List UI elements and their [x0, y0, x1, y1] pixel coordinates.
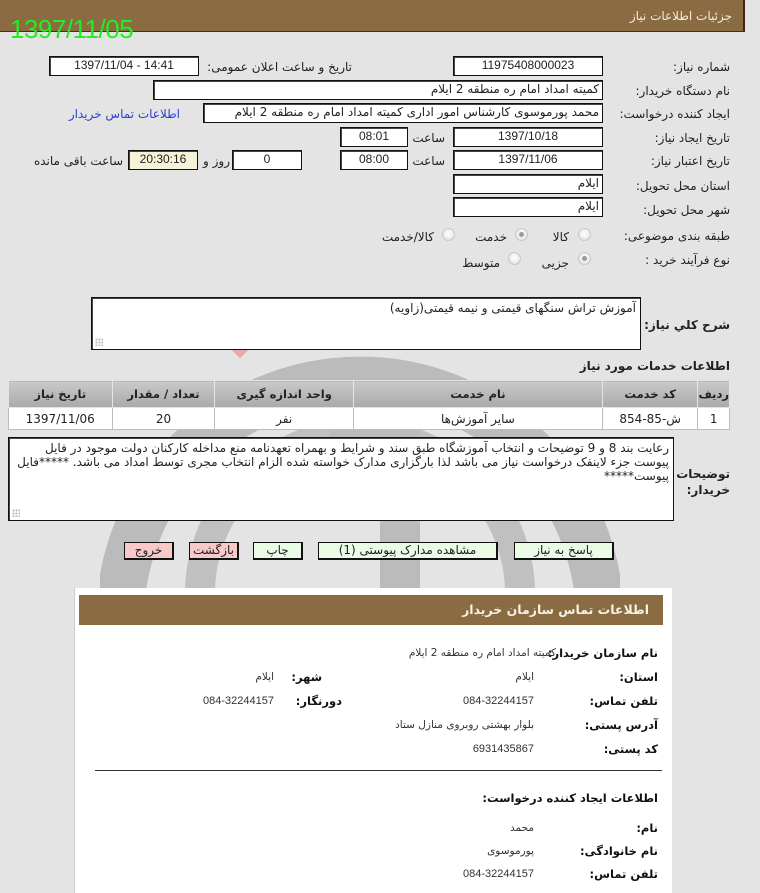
col-date: تاریخ نیاز [9, 381, 113, 408]
requester-phone-value: 084-32244157 [463, 868, 534, 880]
col-service-name: نام خدمت [353, 381, 602, 408]
announce-datetime-field: 1397/11/04 - 14:41 [49, 56, 199, 76]
stamp-date: 1397/11/05 [10, 14, 134, 44]
contact-panel-title: اطلاعات تماس سازمان خریدار [462, 602, 649, 617]
general-description-label: شرح کلي نياز: [644, 318, 730, 332]
view-attachments-button[interactable]: مشاهده مدارک پیوستی (1) [318, 542, 498, 560]
requester-phone-label: تلفن تماس: [589, 867, 658, 881]
delivery-province-label: استان محل تحویل: [635, 179, 730, 193]
province-value: ایلام [515, 671, 534, 683]
table-row [9, 408, 730, 430]
buyer-org-label: نام دستگاه خریدار: [635, 84, 730, 98]
buyer-contact-panel [74, 588, 672, 893]
created-time-field: 08:01 [340, 127, 408, 147]
announce-datetime-label: تاریخ و ساعت اعلان عمومی: [207, 60, 352, 74]
remaining-time-field: 20:30:16 [128, 150, 198, 170]
col-unit: واحد اندازه گیری [215, 381, 353, 408]
resize-grip-icon[interactable] [12, 509, 20, 517]
divider [95, 770, 662, 771]
page-title: جزئیات اطلاعات نیاز [629, 9, 732, 23]
purchase-type-radio-medium[interactable] [508, 252, 521, 265]
cell-service-name: سایر آموزش‌ها [353, 408, 602, 430]
category-radio-goods-service[interactable] [442, 228, 455, 241]
need-number-label: شماره نیاز: [673, 60, 730, 74]
requester-section-title: اطلاعات ایجاد کننده درخواست: [482, 791, 658, 805]
buyer-org-field: کمیته امداد امام ره منطقه 2 ایلام [153, 80, 603, 100]
purchase-type-option-minor: جزیی [541, 256, 569, 270]
general-description-text: آموزش تراش سنگهای قیمتی و نیمه قیمتی(زاویه) [389, 301, 636, 315]
services-table [8, 380, 730, 430]
general-description-textarea[interactable] [91, 297, 641, 350]
address-value: بلوار بهشتی روبروی منازل ستاد [395, 719, 534, 731]
phone-label: تلفن تماس: [589, 694, 658, 708]
last-name-label: نام خانوادگی: [580, 844, 658, 858]
col-index: ردیف [698, 381, 730, 408]
cell-service-code: ش-85-854 [602, 408, 698, 430]
delivery-city-label: شهر محل تحویل: [643, 203, 730, 217]
validity-date-label: تاریخ اعتبار نیاز: [650, 154, 730, 168]
org-name-label: نام سازمان خریدار: [547, 646, 658, 660]
buyer-notes-text: رعایت بند 8 و 9 توضیحات و انتخاب آموزشگاه طبق سند و شرایط و بهمراه تعهدنامه منع مداخله کارکنان دولت موجود در فایل پیوست جزء لاینفک درخواست نیاز می باشد لذا بارگزاری مدارک خواسته شده الزام انتخاب مجری توسط امداد می باشد. *****فایل پیوست***** [17, 441, 669, 483]
delivery-city-field: ایلام [453, 197, 603, 217]
fax-value: 084-32244157 [203, 695, 274, 707]
resize-grip-icon[interactable] [95, 338, 103, 346]
exit-button[interactable]: خروج [124, 542, 174, 560]
print-button[interactable]: چاپ [253, 542, 303, 560]
cell-date: 1397/11/06 [9, 408, 113, 430]
back-button[interactable]: بازگشت [189, 542, 239, 560]
category-label: طبقه بندی موضوعی: [623, 229, 730, 243]
first-name-label: نام: [636, 821, 658, 835]
remaining-days-label: روز و [203, 154, 230, 168]
cell-unit: نفر [215, 408, 353, 430]
category-option-service: خدمت [475, 230, 507, 244]
city-label: شهر: [291, 670, 322, 684]
contact-panel-header [79, 595, 663, 625]
buyer-notes-textarea[interactable] [8, 437, 674, 521]
col-service-code: کد خدمت [602, 381, 698, 408]
validity-time-field: 08:00 [340, 150, 408, 170]
buyer-notes-label: توضیحات خریدار: [676, 467, 730, 497]
city-value: ایلام [255, 671, 274, 683]
col-qty: تعداد / مقدار [112, 381, 215, 408]
need-number-field: 1197540800002​3 [453, 56, 603, 76]
created-date-field: 1397/10/18 [453, 127, 603, 147]
last-name-value: پورموسوی [487, 845, 534, 857]
requester-field: محمد پورموسوی کارشناس امور اداری کمیته امداد امام ره منطقه 2 ایلام [203, 103, 603, 123]
category-option-goods-service: کالا/خدمت [381, 230, 434, 244]
buyer-contact-link[interactable]: اطلاعات تماس خریدار [68, 107, 180, 121]
services-section-title: اطلاعات خدمات مورد نیاز [579, 359, 730, 373]
purchase-type-option-medium: متوسط [462, 256, 500, 270]
validity-date-field: 1397/11/06 [453, 150, 603, 170]
address-label: آدرس پستی: [584, 718, 658, 732]
org-name-value: کمیته امداد امام ره منطقه 2 ایلام [408, 647, 556, 659]
category-radio-goods[interactable] [578, 228, 591, 241]
services-table-header [9, 381, 730, 408]
category-radio-service[interactable] [515, 228, 528, 241]
category-option-goods: کالا [552, 230, 569, 244]
cell-qty: 20 [112, 408, 215, 430]
validity-time-label: ساعت [412, 154, 445, 168]
requester-label: ایجاد کننده درخواست: [619, 107, 730, 121]
postal-code-value: 6931435867 [472, 743, 534, 755]
province-label: استان: [619, 670, 658, 684]
delivery-province-field: ایلام [453, 174, 603, 194]
remaining-days-field: 0 [232, 150, 302, 170]
first-name-value: محمد [510, 822, 534, 834]
fax-label: دورنگار: [295, 694, 342, 708]
created-date-label: تاریخ ایجاد نیاز: [654, 131, 730, 145]
phone-value: 084-32244157 [463, 695, 534, 707]
remaining-time-label: ساعت باقی مانده [33, 154, 123, 168]
respond-button[interactable]: پاسخ به نیاز [514, 542, 614, 560]
purchase-type-label: نوع فرآیند خرید : [645, 253, 730, 267]
purchase-type-radio-minor[interactable] [578, 252, 591, 265]
cell-index: 1 [698, 408, 730, 430]
created-time-label: ساعت [412, 131, 445, 145]
postal-code-label: کد پستی: [603, 742, 658, 756]
